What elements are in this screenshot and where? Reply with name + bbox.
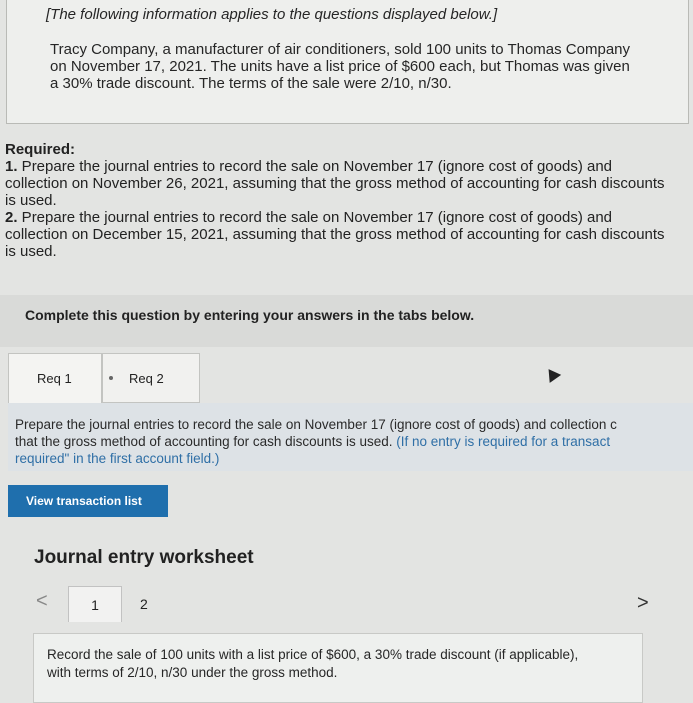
tab-req-1[interactable] bbox=[8, 353, 102, 403]
mouse-cursor-icon bbox=[543, 365, 561, 383]
tab-req-2[interactable] bbox=[102, 353, 200, 403]
worksheet-step-2[interactable]: 2 bbox=[140, 596, 148, 612]
required-item-1-text: Prepare the journal entries to record the sale on November 17 (ignore cost of goods) and collection on November 26, 2021, assuming that the gross method of accounting for cash discounts is used. bbox=[5, 158, 665, 209]
required-item-2-num: 2. bbox=[5, 209, 18, 226]
record-instruction-text: Record the sale of 100 units with a list price of $600, a 30% trade discount (if applicable), with terms of 2/10, n/30 under the gross method. bbox=[47, 647, 579, 680]
next-arrow-icon[interactable]: > bbox=[637, 592, 649, 614]
tab-dot-icon bbox=[109, 376, 113, 380]
instruction-line-2-text: that the gross method of accounting for cash discounts is used. bbox=[15, 434, 393, 449]
worksheet-step-tabs bbox=[68, 586, 176, 622]
worksheet-title: Journal entry worksheet bbox=[34, 547, 254, 568]
required-item-1-num: 1. bbox=[5, 158, 18, 175]
complete-question-text: Complete this question by entering your answers in the tabs below. bbox=[25, 307, 475, 323]
instruction-line-2-note: (If no entry is required for a transact bbox=[392, 434, 611, 449]
view-transaction-list-button[interactable]: View transaction list bbox=[8, 485, 168, 517]
tab-req-2-label: Req 2 bbox=[129, 370, 164, 386]
instruction-line-2 bbox=[15, 433, 693, 450]
required-heading: Required: bbox=[5, 141, 76, 158]
required-section bbox=[5, 141, 665, 260]
info-text: Tracy Company, a manufacturer of air conditioners, sold 100 units to Thomas Company on November 17, 2021. The units have a list price of $600 each, but Thomas was given a 30% trade discount. The terms of the sale were 2/10, n/30. bbox=[50, 41, 630, 92]
instruction-line-1: Prepare the journal entries to record the sale on November 17 (ignore cost of goods) and collection c bbox=[15, 417, 617, 432]
tab-req-1-label: Req 1 bbox=[37, 371, 72, 386]
required-item-2 bbox=[5, 209, 665, 260]
worksheet-step-1[interactable]: 1 bbox=[68, 586, 122, 622]
prev-arrow-icon[interactable]: < bbox=[36, 590, 48, 612]
info-note: [The following information applies to the questions displayed below.] bbox=[46, 6, 498, 23]
instruction-text bbox=[15, 416, 693, 467]
req-tabs bbox=[8, 353, 200, 403]
required-item-2-text: Prepare the journal entries to record the sale on November 17 (ignore cost of goods) and collection on December 15, 2021, assuming that the gross method of accounting for cash discounts is used. bbox=[5, 209, 665, 260]
instruction-line-3: required" in the first account field.) bbox=[15, 451, 220, 466]
required-item-1 bbox=[5, 158, 665, 209]
